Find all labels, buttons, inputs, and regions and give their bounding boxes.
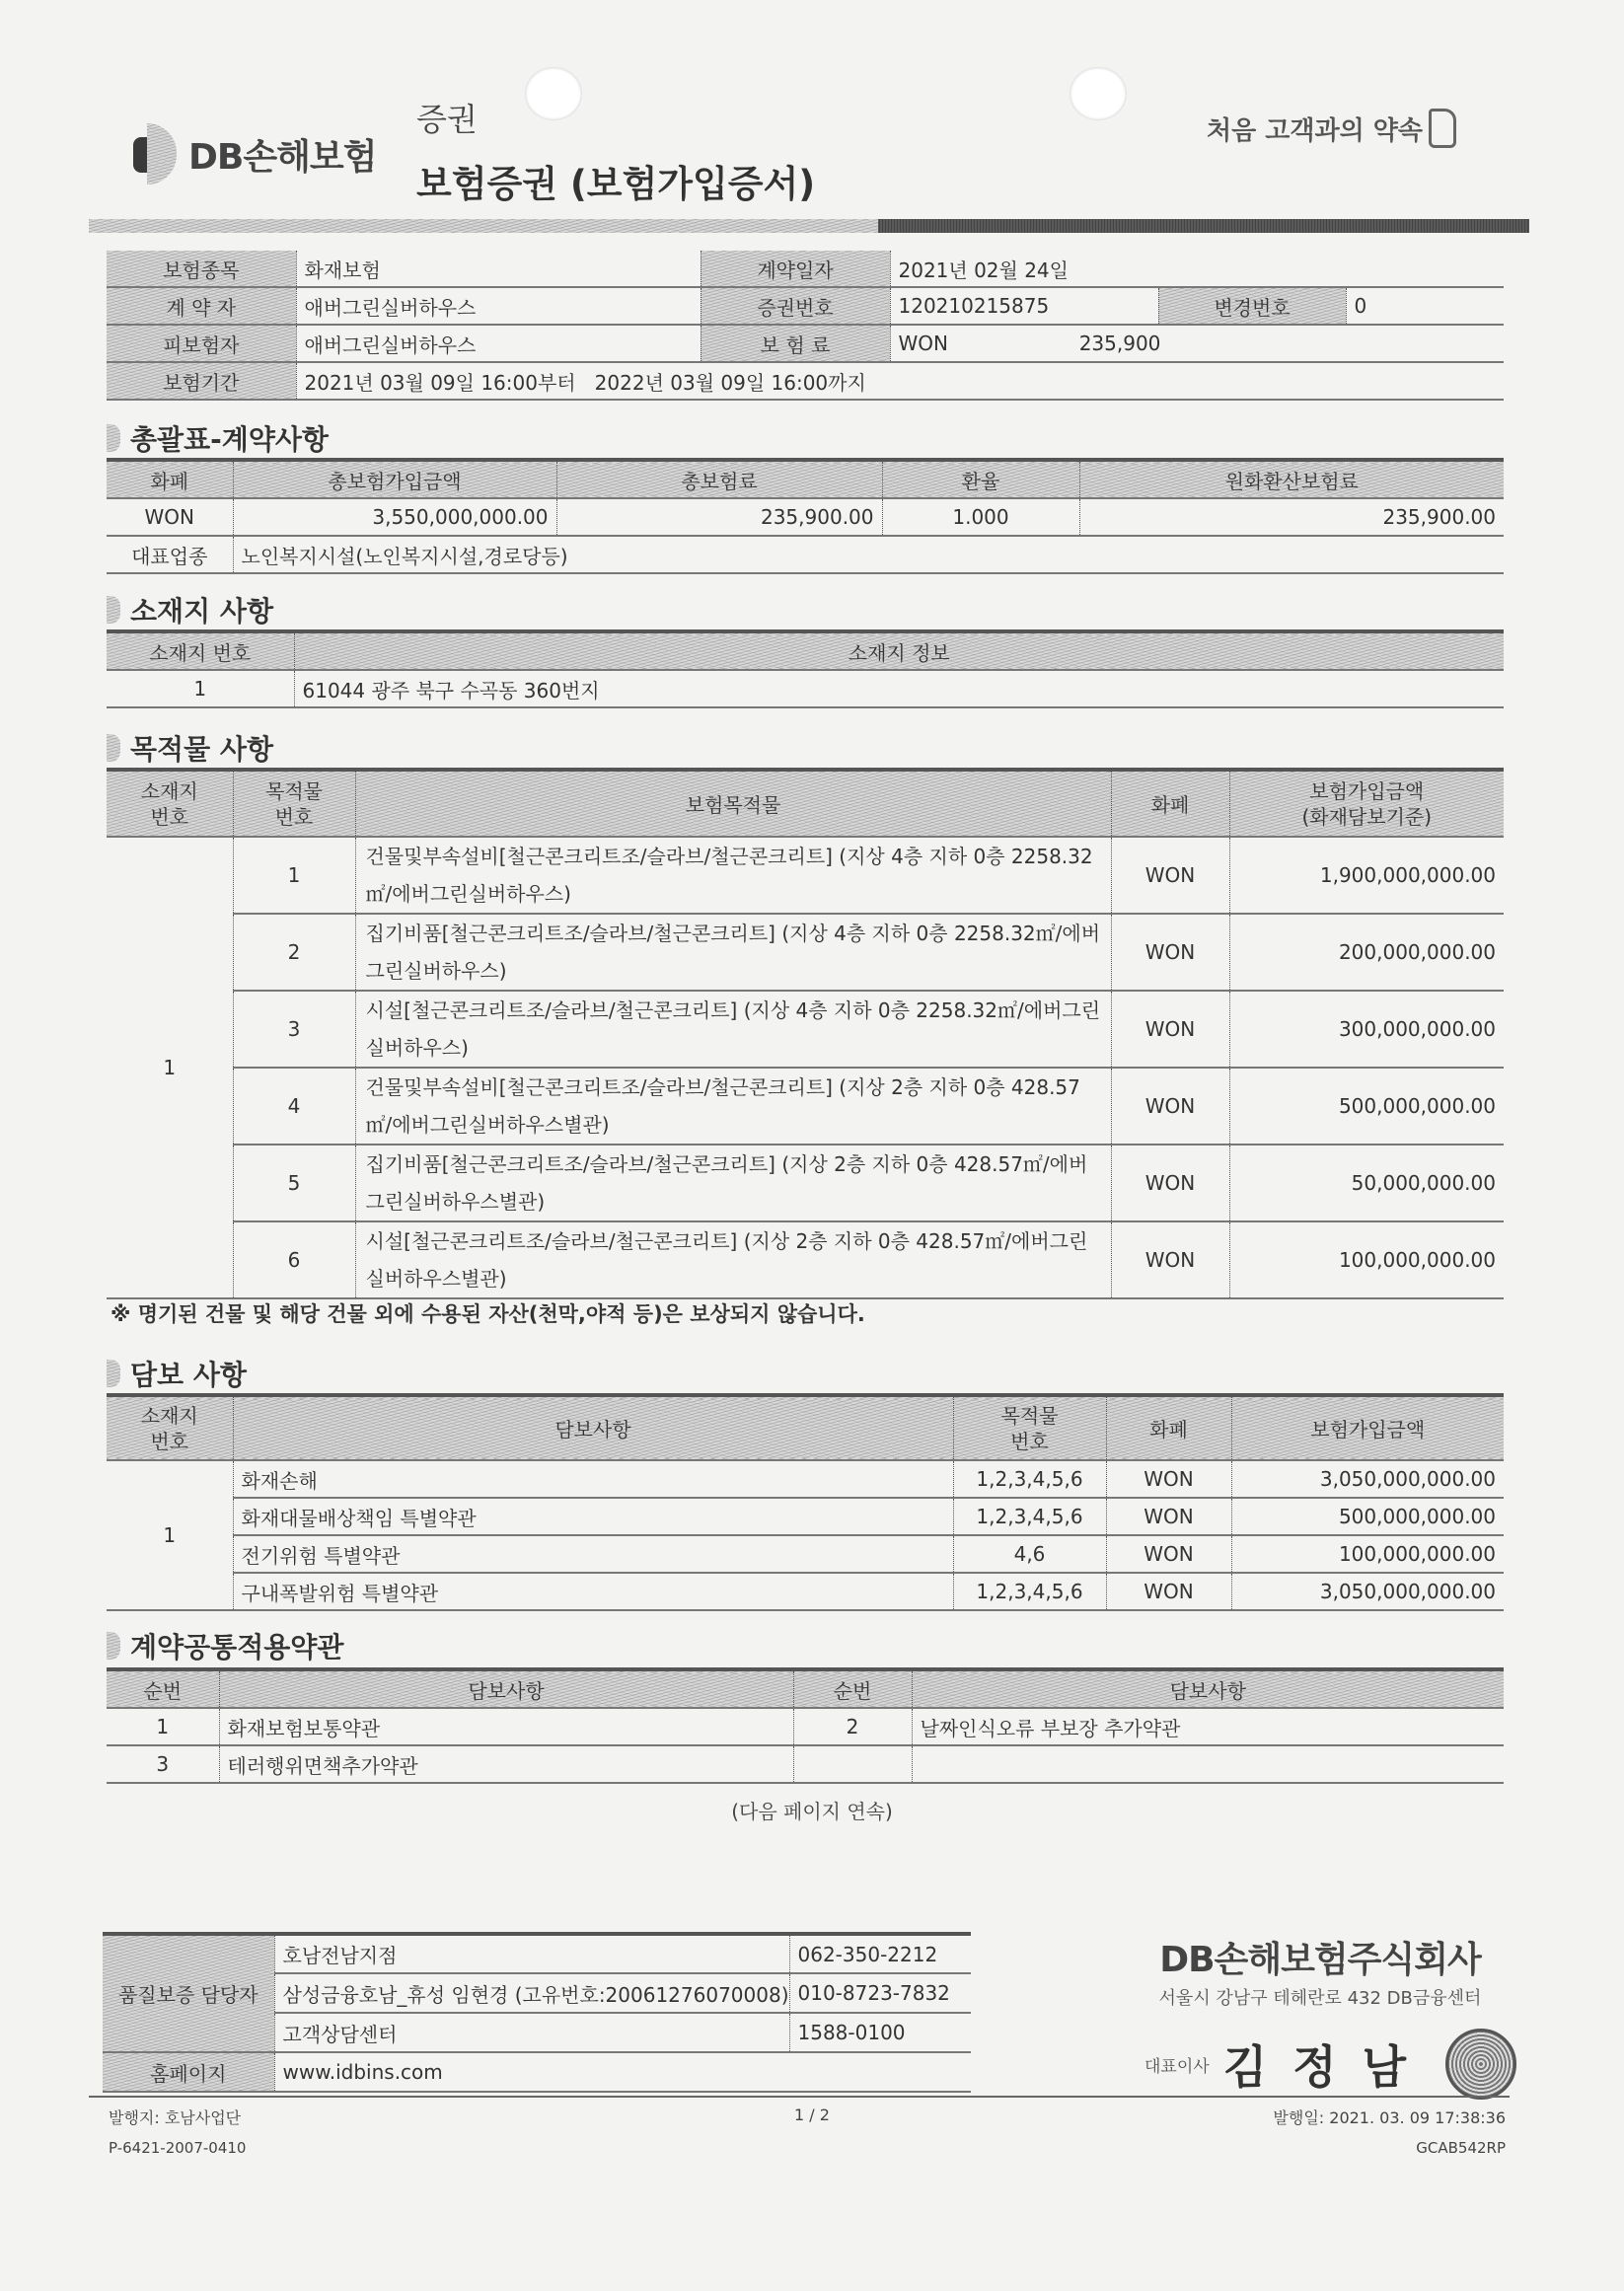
contract-date-label: 계약일자 <box>701 251 890 287</box>
object-row <box>107 837 1504 914</box>
punch-hole-right <box>1070 67 1127 120</box>
header-seq: 순번 <box>793 1669 912 1708</box>
object-no: 5 <box>233 1145 355 1221</box>
coverage-name: 화재손해 <box>233 1460 953 1498</box>
common-terms-section-title: 계약공통적용약관 <box>107 1626 343 1665</box>
header-currency: 화폐 <box>150 469 189 493</box>
premium-value <box>890 325 1504 362</box>
header-krw-premium: 원화환산보험료 <box>1079 460 1504 498</box>
coverage-currency: WON <box>1106 1460 1231 1498</box>
header-object-no: 목적물 번호 <box>233 770 355 837</box>
industry-label: 대표업종 <box>131 544 208 568</box>
object-amount: 300,000,000.00 <box>1229 991 1504 1068</box>
coverage-currency: WON <box>1106 1573 1231 1610</box>
section-bullet-icon <box>107 1632 120 1660</box>
change-no-value: 0 <box>1346 287 1504 325</box>
contact-phone[interactable]: 010-8723-7832 <box>789 1973 971 2013</box>
page-indicator: 1 / 2 <box>794 2106 830 2124</box>
header-sum-insured: 보험가입금액 (화재담보기준) <box>1229 770 1504 837</box>
db-logo-icon <box>133 123 183 185</box>
object-no: 4 <box>233 1068 355 1145</box>
object-row <box>107 1068 1504 1145</box>
contract-info-table <box>107 251 1504 401</box>
object-currency: WON <box>1111 1145 1229 1221</box>
insured-value: 애버그린실버하우스 <box>296 325 701 362</box>
coverage-name: 화재대물배상책임 특별약관 <box>233 1498 953 1535</box>
location-section-title: 소재지 사항 <box>107 590 273 629</box>
object-no: 1 <box>233 837 355 914</box>
summary-table <box>107 458 1504 574</box>
header-terms: 담보사항 <box>219 1669 793 1708</box>
insurance-type-value: 화재보험 <box>296 251 701 287</box>
form-code: P-6421-2007-0410 <box>109 2139 247 2157</box>
term-name: 날짜인식오류 부보장 추가약관 <box>912 1708 1504 1745</box>
object-desc: 시설[철근콘크리트조/슬라브/철근콘크리트] (지상 4층 지하 0층 2258.32㎡/에버그린실버하우스) <box>355 991 1111 1068</box>
coverage-objects: 1,2,3,4,5,6 <box>953 1573 1106 1610</box>
insurance-type-label: 보험종목 <box>107 251 296 287</box>
ceo-signature: 김정남 <box>1222 2040 1433 2094</box>
summary-section-title: 총괄표-계약사항 <box>107 418 329 458</box>
insured-label: 피보험자 <box>107 325 296 362</box>
object-location-no: 1 <box>107 837 233 1298</box>
object-desc: 집기비품[철근콘크리트조/슬라브/철근콘크리트] (지상 4층 지하 0층 2258.32㎡/에버그린실버하우스) <box>355 914 1111 991</box>
object-no: 6 <box>233 1221 355 1298</box>
term-name: 테러행위면책추가약관 <box>219 1745 793 1783</box>
footer-divider <box>89 2096 1510 2098</box>
contact-name: 삼성금융호남_휴성 임현경 (고유번호:20061276070008) <box>274 1973 789 2013</box>
summary-total-sum: 3,550,000,000.00 <box>233 498 556 536</box>
coverage-name: 구내폭발위험 특별약관 <box>233 1573 953 1610</box>
object-amount: 1,900,000,000.00 <box>1229 837 1504 914</box>
contact-name: 호남전남지점 <box>274 1934 789 1973</box>
slogan-text: 처음 고객과의 약속 <box>1207 115 1424 146</box>
policy-no-value: 120210215875 <box>890 287 1158 325</box>
header-currency: 화폐 <box>1111 770 1229 837</box>
header-location-info: 소재지 정보 <box>294 631 1504 670</box>
term-seq: 1 <box>156 1715 170 1738</box>
exclusion-note: ※ 명기된 건물 및 해당 건물 외에 수용된 자산(천막,야적 등)은 보상되지 않습니다. <box>111 1302 865 1326</box>
coverage-row <box>107 1498 1504 1535</box>
coverage-amount: 100,000,000.00 <box>1231 1535 1504 1573</box>
punch-hole-left <box>525 67 582 120</box>
object-row <box>107 1221 1504 1298</box>
coverage-row <box>107 1460 1504 1498</box>
object-desc: 건물및부속설비[철근콘크리트조/슬라브/철근콘크리트] (지상 2층 지하 0층 428.57㎡/에버그린실버하우스별관) <box>355 1068 1111 1145</box>
term-name <box>912 1745 1504 1783</box>
contact-phone[interactable]: 1588-0100 <box>789 2013 971 2052</box>
contact-phone[interactable]: 062-350-2212 <box>789 1934 971 1973</box>
company-logo <box>133 123 376 185</box>
object-row <box>107 1145 1504 1221</box>
summary-currency: WON <box>144 505 194 529</box>
policy-no-label: 증권번호 <box>701 287 890 325</box>
header-location-no: 소재지 번호 <box>140 778 198 829</box>
object-currency: WON <box>1111 837 1229 914</box>
agent-label: 품질보증 담당자 <box>103 1934 274 2052</box>
section-bullet-icon <box>107 1360 120 1387</box>
objects-section-title: 목적물 사항 <box>107 728 273 768</box>
doc-subtitle: 증권 <box>416 101 478 138</box>
object-currency: WON <box>1111 1068 1229 1145</box>
coverage-row <box>107 1535 1504 1573</box>
coverage-section-title: 담보 사항 <box>107 1354 247 1393</box>
object-currency: WON <box>1111 991 1229 1068</box>
terms-row <box>107 1708 1504 1745</box>
contact-name: 고객상담센터 <box>274 2013 789 2052</box>
object-row <box>107 914 1504 991</box>
header-object-no: 목적물 번호 <box>953 1395 1106 1460</box>
continued-note: (다음 페이지 연속) <box>731 1800 893 1823</box>
header-exchange-rate: 환율 <box>882 460 1079 498</box>
doc-code: GCAB542RP <box>1416 2139 1506 2157</box>
header-divider-accent <box>89 219 878 233</box>
policyholder-label: 계 약 자 <box>107 287 296 325</box>
common-terms-table <box>107 1667 1504 1784</box>
header-location-no: 소재지 번호 <box>140 1403 198 1453</box>
header-currency: 화폐 <box>1106 1395 1231 1460</box>
slogan <box>1207 109 1456 148</box>
coverage-table <box>107 1393 1504 1611</box>
premium-amount: 235,900 <box>1078 332 1161 355</box>
doc-title: 보험증권 (보험가입증서) <box>416 163 816 205</box>
period-label: 보험기간 <box>107 362 296 400</box>
object-no: 3 <box>233 991 355 1068</box>
object-row <box>107 991 1504 1068</box>
location-address: 61044 광주 북구 수곡동 360번지 <box>294 670 1504 707</box>
coverage-row <box>107 1573 1504 1610</box>
company-address: 서울시 강남구 테헤란로 432 DB금융센터 <box>1158 1988 1482 2009</box>
term-name: 화재보험보통약관 <box>219 1708 793 1745</box>
coverage-amount: 3,050,000,000.00 <box>1231 1573 1504 1610</box>
ceo-signature-block <box>1144 2029 1516 2100</box>
company-block <box>1143 1932 1498 2010</box>
object-desc: 시설[철근콘크리트조/슬라브/철근콘크리트] (지상 2층 지하 0층 428.57㎡/에버그린실버하우스별관) <box>355 1221 1111 1298</box>
section-bullet-icon <box>107 596 120 624</box>
policyholder-value: 애버그린실버하우스 <box>296 287 701 325</box>
logo-text: DB손해보험 <box>188 136 377 178</box>
issuer: 발행지: 호남사업단 <box>109 2108 242 2127</box>
term-seq: 2 <box>793 1708 912 1745</box>
coverage-objects: 4,6 <box>953 1535 1106 1573</box>
coverage-name: 전기위험 특별약관 <box>233 1535 953 1573</box>
company-name: DB손해보험주식회사 <box>1159 1940 1481 1980</box>
header-total-sum: 총보험가입금액 <box>233 460 556 498</box>
object-amount: 200,000,000.00 <box>1229 914 1504 991</box>
contract-date-value: 2021년 02월 24일 <box>890 251 1504 287</box>
coverage-objects: 1,2,3,4,5,6 <box>953 1498 1106 1535</box>
summary-exchange-rate: 1.000 <box>882 498 1079 536</box>
object-desc: 건물및부속설비[철근콘크리트조/슬라브/철근콘크리트] (지상 4층 지하 0층 2258.32㎡/에버그린실버하우스) <box>355 837 1111 914</box>
header-sum-insured: 보험가입금액 <box>1231 1395 1504 1460</box>
premium-currency: WON <box>898 332 948 355</box>
object-no: 2 <box>233 914 355 991</box>
ceo-label: 대표이사 <box>1144 2056 1210 2077</box>
location-no: 1 <box>193 677 207 701</box>
issue-date: 발행일: 2021. 03. 09 17:38:36 <box>1273 2108 1506 2127</box>
coverage-amount: 500,000,000.00 <box>1231 1498 1504 1535</box>
change-no-label: 변경번호 <box>1158 287 1346 325</box>
header-total-premium: 총보험료 <box>556 460 882 498</box>
industry-value: 노인복지시설(노인복지시설,경로당등) <box>233 536 1504 573</box>
object-desc: 집기비품[철근콘크리트조/슬라브/철근콘크리트] (지상 2층 지하 0층 428.57㎡/에버그린실버하우스별관) <box>355 1145 1111 1221</box>
homepage-label: 홈페이지 <box>103 2052 274 2092</box>
thumb-icon <box>1429 109 1456 148</box>
object-amount: 100,000,000.00 <box>1229 1221 1504 1298</box>
summary-total-premium: 235,900.00 <box>556 498 882 536</box>
section-bullet-icon <box>107 424 120 452</box>
object-currency: WON <box>1111 914 1229 991</box>
header-coverage: 담보사항 <box>233 1395 953 1460</box>
object-amount: 500,000,000.00 <box>1229 1068 1504 1145</box>
header-location-no: 소재지 번호 <box>149 640 252 665</box>
object-amount: 50,000,000.00 <box>1229 1145 1504 1221</box>
object-currency: WON <box>1111 1221 1229 1298</box>
objects-table <box>107 768 1504 1299</box>
coverage-location-no: 1 <box>107 1460 233 1610</box>
company-seal-icon <box>1445 2029 1516 2100</box>
coverage-currency: WON <box>1106 1535 1231 1573</box>
term-seq: 3 <box>156 1752 170 1776</box>
term-seq <box>793 1745 912 1783</box>
homepage-link[interactable]: www.idbins.com <box>274 2052 971 2092</box>
section-bullet-icon <box>107 734 120 762</box>
location-table <box>107 629 1504 708</box>
terms-row <box>107 1745 1504 1783</box>
header-insured-object: 보험목적물 <box>355 770 1111 837</box>
coverage-amount: 3,050,000,000.00 <box>1231 1460 1504 1498</box>
summary-krw-premium: 235,900.00 <box>1079 498 1504 536</box>
header-seq: 순번 <box>143 1678 183 1703</box>
period-value: 2021년 03월 09일 16:00부터 2022년 03월 09일 16:00까지 <box>296 362 1504 400</box>
coverage-objects: 1,2,3,4,5,6 <box>953 1460 1106 1498</box>
header-terms: 담보사항 <box>912 1669 1504 1708</box>
coverage-currency: WON <box>1106 1498 1231 1535</box>
premium-label: 보 험 료 <box>701 325 890 362</box>
contacts-table <box>103 1932 971 2093</box>
